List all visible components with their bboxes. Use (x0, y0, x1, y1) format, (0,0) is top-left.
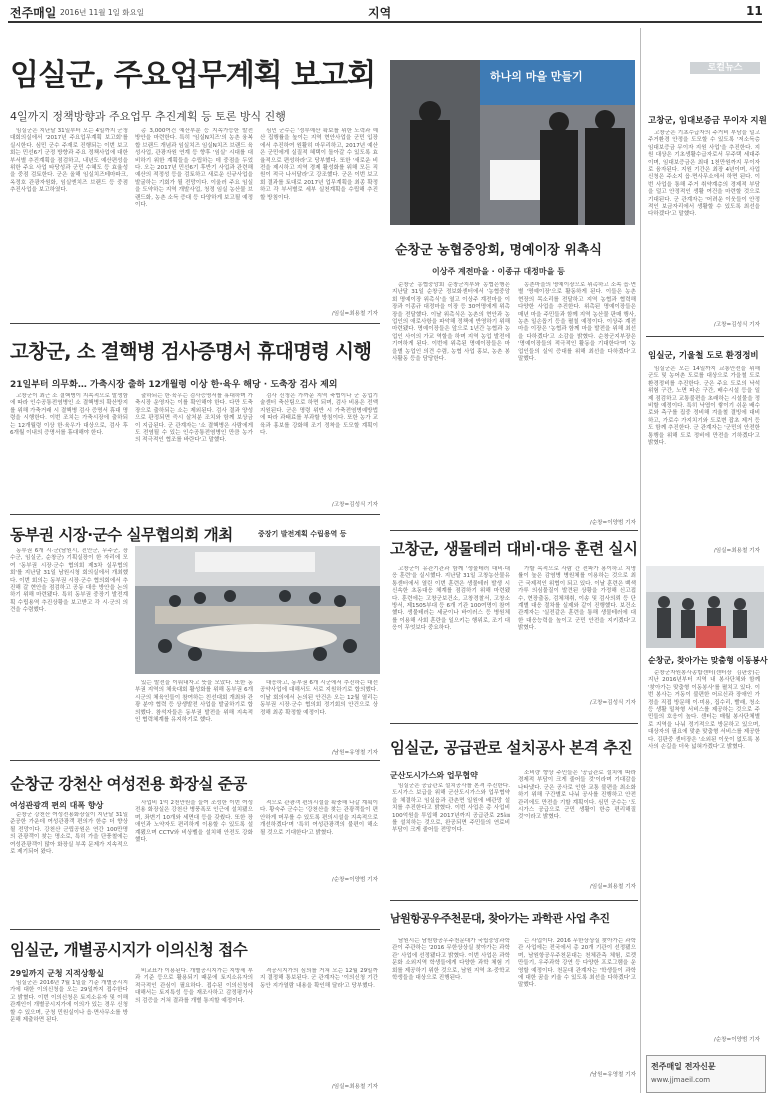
article-b4-headline: 남원항공우주천문대, 찾아가는 과학관 사업 추진 (390, 912, 610, 925)
meeting-photo-illustration (135, 546, 380, 674)
masthead-date: 2016년 11월 1일 화요일 (60, 8, 145, 17)
article-c1-body: 고창군은 기초수급자의 주거비 부담을 덜고 주거환경 안정을 도모할 수 있도록 '저소득층 임대보증금 무이자 지원 사업'을 추진한다. 지원 대상은 기초생활수급자로서 무주택 세대주이며, 임대보증금은 최대 1천만원까지 무이자로 융자된다. 지원 기간은 최장 4년이며, 사업 신청은 주소지 읍·면사무소에서 하면 된다. 이번 사업을 통해 주거 취약계층의 경제적 부담을 덜고 안정적인 생활 여건을 마련할 것으로 기대된다. 군 관계자는 '어려운 이웃들이 안정적인 보금자리에서 생활할 수 있도록 최선을 다하겠다'고 말했다. (648, 130, 760, 218)
article-a4-headline: 순창군 강천산 여성전용 화장실 준공 (10, 775, 247, 793)
article-b1-byline: /순창=이양범 기자 (589, 520, 636, 526)
article-a2-byline: /고창=김성식 기자 (331, 502, 378, 508)
divider (390, 900, 638, 901)
article-c2-headline: 임실군, 기울철 도로 환경정비 (648, 351, 759, 361)
banner-text: 하나의 마을 만들기 (490, 70, 583, 83)
divider (10, 760, 380, 761)
article-b1-col2: 농촌마을의 명예이장으로 위촉하고 소속 읍·면별 '명예이장'으로 활동하게 된다. 이들은 농촌 현장의 목소리를 전달하고 지역 농협과 협력해 다양한 사업을 추진한다. 위촉된 명예이장들은 매년 마을 주민들과 함께 지역 농산물 판매 행사, 농촌 일손돕기 등을 펼칠 예정이다. 이상주 계전마을 이장은 '농협과 함께 마을 발전을 위해 최선을 다하겠다'고 소감을 밝혔다. 순창군지부장은 '명예이장들의 적극적인 활동을 기대한다'며 '농업인들의 실익 증대를 위해 최선을 다하겠다'고 말했다. (518, 282, 636, 363)
sidebar-divider (640, 28, 641, 1093)
article-b3-headline: 임실군, 공급관로 설치공사 본격 추진 (390, 739, 633, 757)
masthead-paper: 전주매일 (10, 6, 57, 20)
divider (10, 514, 380, 515)
article-a5-col3: 격공시지가의 심의를 거쳐 오는 12월 29일까지 결정해 통보된다. 군 관계자는 '이의신청 기간 동안 지가열람 내용을 확인해 달라'고 당부했다. (260, 968, 378, 989)
article-a5-headline: 임실군, 개별공시지가 이의신청 접수 (10, 941, 248, 959)
article-a4-col2: 사업비 1억 2천만원을 들여 조성한 이번 여성전용 화장실은 강천산 병풍폭포 인근에 설치됐으며, 좌변기 10개와 세면대 등을 갖췄다. 또한 장애인과 노약자도 편리하게 이용할 수 있도록 설계됐으며 CCTV와 비상벨을 설치해 안전도 강화했다. (135, 800, 253, 844)
article-a1-col3: 심민 군수는 '정부예산 확보를 위한 노력과 예산 집행률을 높이는 지역 현안사업을 군민 입장에서 추진하여 원활히 마무리하고, 2017년 예산은 군민에게 실질적 혜택이 돌아갈 수 있도록 효율적으로 편성하라'고 당부했다. 또한 '새로운 비전을 제시하고 지역 경제 활성화를 위해 모든 직원이 적극 나서달라'고 강조했다. 군은 이번 보고회 결과를 토대로 2017년 업무계획을 최종 확정하고 각 부서별로 세부 실천계획을 수립해 추진할 방침이다. (260, 128, 378, 201)
article-a5-col1: 임실군은 2016년 7월 1일을 기준 개별공시지가에 대한 이의신청을 오는 29일까지 접수한다고 밝혔다. 이번 이의신청은 토지소유자 및 이해관계인이 개별공시지가에 이의가 있는 경우 신청할 수 있으며, 군청 민원실이나 읍·면사무소를 방문해 제출하면 된다. (10, 980, 128, 1024)
article-c3-photo-caption: 순창군, 찾아가는 맞춤형 이동봉사 (648, 656, 768, 665)
local-news-logo: 로컬뉴스 (690, 62, 760, 74)
article-c1-headline: 고창군, 임대보증금 무이자 지원 (648, 116, 767, 126)
volunteer-photo (646, 566, 764, 648)
article-a3-byline: /남원=유영철 기자 (331, 750, 378, 756)
article-a4-col3: 적으로 관광객 편의시설을 확충해 나갈 계획이다. 황숙주 군수는 '강천산을 찾는 관광객들이 편안하게 머무를 수 있도록 편의시설을 지속적으로 개선하겠다'며 '특히 여성관광객의 불편이 해소될 것으로 기대한다'고 밝혔다. (260, 800, 378, 836)
article-a3-kicker: 중장기 발전계획 수립용역 등 (258, 530, 347, 538)
article-a2-col2: 출하되는 한·육우는 검사증명서를 휴대하며 가축시장 운영자는 이를 확인해야 한다. 다만 도축장으로 출하되는 소는 제외된다. 검사 결과 양성으로 판정되면 즉시 살처분 조치와 함께 보상금이 지급된다. 군 관계자는 '소 결핵병은 사람에게도 전염될 수 있는 인수공통전염병인 만큼 농가의 적극적인 협조를 바란다'고 말했다. (135, 393, 253, 444)
ceremony-photo-illustration (390, 60, 635, 225)
masthead-rule (8, 21, 762, 23)
article-b3-subheadline: 군산도시가스와 업무협약 (390, 771, 478, 780)
divider (390, 530, 638, 531)
article-a2-subheadline: 21일부터 의무화… 가축시장 출하 12개월령 이상 한·육우 해당 · 도축장 검사 제외 (10, 380, 338, 390)
article-c1-byline: /고창=김성식 기자 (713, 322, 760, 328)
volunteer-photo-illustration (646, 566, 764, 648)
article-b4-col1: 남원시는 남원항공우주천문대가 국립중앙과학관이 주관하는 '2016 무한상상실 찾아가는 과학관' 사업에 선정됐다고 밝혔다. 이번 사업은 과학 문화 소외지역 학생들에게 다양한 과학 체험 기회를 제공하기 위한 것으로, 남원 지역 초·중학교 학생들을 대상으로 진행된다. (392, 938, 510, 982)
article-a2-col3: 검사 신청은 가까운 지역 축협이나 군 농업기술센터 축산팀으로 하면 되며, 검사 비용은 전액 지원된다. 군은 명령 위반 시 가축전염병예방법에 따라 과태료를 부과할 방침이다. 또한 농가 교육과 홍보를 강화해 조기 정착을 도모할 계획이다. (260, 393, 378, 437)
article-b1-photo-caption: 순창군 농협중앙회, 명예이장 위촉식 (395, 243, 602, 258)
article-a3-col3: 대응하고, 동부권 6개 시군에서 추진하는 대선 공약사업에 대해서도 서로 지원하기로 합의했다. 이날 회의에서 논의된 안건은 오는 12월 열리는 동부권 시장·군수 협의회 정기회의 안건으로 상정해 최종 확정할 예정이다. (260, 680, 378, 716)
article-c3-body: 순창군자원봉사종합센터(센터장 김판중)는 지난 2016년부터 지역 내 봉사단체와 함께 '찾아가는 맞춤형 이동봉사'를 펼치고 있다. 이번 봉사는 거동이 불편한 어르신과 장애인 가정을 직접 방문해 이·미용, 집수리, 빨래, 청소 등 생활 밀착형 서비스를 제공하는 것으로 주민들의 호응이 높다. 센터는 매월 봉사단체별로 지역을 나눠 정기적으로 방문하고 있으며, 대상자의 필요에 맞춘 맞춤형 서비스를 제공한다. 김판중 센터장은 '소외된 이웃이 없도록 봉사의 손길을 더욱 넓혀가겠다'고 밝혔다. (648, 670, 760, 751)
article-a1-byline: /임실=최용철 기자 (331, 311, 378, 317)
divider (646, 336, 764, 337)
article-a3-headline: 동부권 시장·군수 실무협의회 개최 (10, 526, 233, 544)
article-b3-col1: 임실군은 공급관로 설치공사를 본격 추진한다. 도시가스 보급을 위해 군산도시가스와 업무협약을 체결하고 임실읍과 관촌면 일원에 배관망 설치를 추진한다고 밝혔다. 이번 사업은 총 사업비 100억원을 투입해 2017년까지 공급관로 25㎞를 설치하는 것으로, 완공되면 주민들의 연료비 부담이 크게 줄어들 전망이다. (392, 783, 510, 834)
article-b2-col2: 가할 목적으로 사람 간 전파가 용이하고 치명률이 높은 감염병 병원체를 이용하는 것으로 최근 국제적인 위협이 되고 있다. 이날 훈련은 백색가루 의심물질이 발견된 상황을 가정해 신고접수, 현장출동, 검체채취, 이송 및 검사의뢰 등 단계별 대응 절차를 실제와 같이 진행했다. 보건소 관계자는 '실전같은 훈련을 통해 생물테러에 대한 대응능력을 높이고 군민 안전을 지키겠다'고 밝혔다. (518, 566, 636, 632)
e-paper-label: 전주매일 전자신문 (651, 1062, 716, 1071)
article-a5-col2: 비교표가 이용된다. 개별공시지가는 지방세 부과 기준 등으로 활용되기 때문에 토지소유자의 적극적인 관심이 필요하다. 접수된 이의신청에 대해서는 토지특성 등을 재조사하고 감정평가사의 검증을 거쳐 결과를 개별 통지할 예정이다. (135, 968, 253, 1004)
divider (390, 723, 638, 724)
article-c3-byline: /순창=이양범 기자 (713, 1037, 760, 1043)
masthead-page-number: 11 (746, 4, 763, 18)
article-b3-col2: 소비량 향상 주민들은 '공급관로 설치에 따라 경제적 부담이 크게 줄어들 것'이라며 기대감을 나타냈다. 군은 공사로 인한 교통 불편을 최소화하기 위해 구간별로 나눠 공사를 진행하고 안전관리에도 만전을 기할 계획이다. 심민 군수는 '도시가스 공급으로 군민 생활이 한층 편리해질 것'이라고 밝혔다. (518, 770, 636, 821)
article-b1-col1: 순창군 농협중앙회 순창군지부와 농협은행은 지난달 31일 순창군 정보화센터에서 '농협중앙회 명예이장 위촉식'을 열고 이상주 계전마을 이장과 이종규 대정마을 이장 등 30여명에게 위촉장을 전달했다. 이날 위촉식은 농촌의 현안과 농업인의 애로사항을 파악해 정책에 반영하기 위해 마련됐다. 명예이장들은 앞으로 1년간 농협과 농업인 사이의 가교 역할을 하며 지역 농업 발전에 기여하게 된다. 이번에 위촉된 명예이장들은 마을별 농업인 의견 수렴, 농협 사업 홍보, 농촌 봉사활동 등을 담당한다. (392, 282, 510, 363)
article-a3-col1: 동부권 6개 시·군(남원시, 진안군, 무주군, 장수군, 임실군, 순창군) 기획실장이 한 자리에 모여 '동부권 시장·군수 협의회 제3차 실무협의회'를 지난달 31일 남원시청 회의실에서 개최했다. 이번 회의는 동부권 시장·군수 협의회에서 추진해 갈 현안을 점검하고 공동 대응 방안을 논의하기 위해 마련됐다. 특히 동부권 중장기 발전계획 수립용역 추진상황을 보고받고 각 시·군의 의견을 수렴했다. (10, 548, 128, 614)
article-b2-col1: 고창군이 유관기관과 함께 '생물테러 대비·대응 훈련'을 실시했다. 지난달 31일 고창농산물유통센터에서 열린 이번 훈련은 생물테러 발생 시 신속한 초동대응 체계를 점검하기 위해 마련됐다. 훈련에는 고창군보건소, 고창경찰서, 고창소방서, 제1505부대 등 6개 기관 100여명이 참여했다. 생물테러는 세균이나 바이러스 등 병원체를 이용해 사회 혼란을 일으키는 행위로, 조기 대응이 무엇보다 중요하다. (392, 566, 510, 632)
e-paper-url[interactable]: www.jjmaeil.com (651, 1076, 711, 1084)
article-b4-byline: /남원=유영철 기자 (589, 1072, 636, 1078)
article-b2-headline: 고창군, 생물테러 대비·대응 훈련 실시 (390, 540, 638, 558)
article-a4-col1: 순창군 강천산 여성전용화장실이 지난달 31일 준공한 가운데 여성관광객 편의가 한층 더 향상될 전망이다. 강천산 군립공원은 연간 100만명의 관광객이 찾는 명소로, 특히 가을 단풍철에는 여성관광객이 많아 화장실 부족 문제가 지속적으로 제기되어 왔다. (10, 812, 128, 856)
meeting-photo (135, 546, 380, 674)
article-a1-headline: 임실군, 주요업무계획 보고회 (10, 58, 376, 93)
article-a3-col2: 있는 발전을 이뤄내자고 뜻을 모았다. 또한 동부권 지역의 체육대회 활성화를 위해 동부권 6개 시군의 체육인들이 참여하는 친선대회 개최와 관광 분야 협력 등 상생발전 사업을 발굴하기로 합의했다. 참석자들은 동부권 발전을 위해 지속적인 협력체계를 유지하기로 했다. (135, 680, 253, 724)
article-b1-subheadline: 이상주 계전마을 · 이종규 대정마을 등 (432, 267, 565, 276)
article-a5-byline: /임실=최용철 기자 (331, 1084, 378, 1090)
divider (10, 323, 380, 324)
article-b2-byline: /고창=김성식 기자 (589, 700, 636, 706)
e-paper-box[interactable] (646, 1055, 766, 1093)
ceremony-photo (390, 60, 635, 225)
article-a2-col1: 고창군이 최근 소 결핵병이 지속적으로 발생함에 따라 인수공통전염병인 소 결핵병의 확산방지를 위해 가축거래 시 결핵병 검사 증명서 휴대 명령을 시행한다. 이번 조치는 가축시장에 출하되는 12개월령 이상 한·육우가 대상으로, 검사 후 6개월 이내의 증명서를 휴대해야 한다. (10, 393, 128, 437)
article-a4-byline: /순창=이양범 기자 (331, 877, 378, 883)
article-a2-headline: 고창군, 소 결핵병 검사증명서 휴대명령 시행 (10, 340, 372, 363)
divider (10, 929, 380, 930)
article-a1-subheadline: 4일까지 정책방향과 주요업무 추진계획 등 토론 방식 진행 (10, 110, 286, 123)
article-a1-col1: 임실군은 지난달 31일부터 오는 4일까지 군청 대회의실에서 '2017년 주요업무계획 보고회'를 실시한다. 심민 군수 주재로 진행되는 이번 보고회는 민선6기 군정 방향과 주요 정책사업에 대한 부서별 추진계획을 점검하고, 내년도 예산편성을 위한 주요 사업 타당성과 군민 수혜도 등 효율성을 중점 검토한다. 군은 올해 임실치즈테마파크, 옥정호 관광자원화, 임실엔치즈 브랜드 등 중점 추진사업을 보고하였다. (10, 128, 128, 194)
article-c2-byline: /임실=최용철 기자 (713, 548, 760, 554)
masthead-section: 지역 (368, 6, 392, 20)
article-c2-body: 임실군은 오는 14일까지 교통안전을 위해 군도 및 농어촌 도로를 대상으로 가을철 도로 환경정비를 추진한다. 군은 주요 도로의 낙석 위험 구간, 노면 파손 구간, 배수시설 등을 일제 점검하고 교통불편을 초래하는 시설물을 정비할 예정이다. 특히 낙엽이 쌓이기 쉬운 배수로와 측구를 집중 정비해 겨울철 결빙에 대비하고, 가로수 가지치기와 도로변 잡초 제거 등도 함께 추진한다. 군 관계자는 '군민의 안전한 통행을 위해 도로 정비에 만전을 기하겠다'고 밝혔다. (648, 366, 760, 447)
article-a5-subheadline: 29일까지 군청 지적상황실 (10, 969, 104, 978)
article-b3-byline: /임실=최용철 기자 (589, 884, 636, 890)
article-a4-subheadline: 여성관광객 편의 대폭 향상 (10, 801, 104, 810)
article-b4-col2: 는 사업이다. 2016 무한상상실 찾아가는 과학관 사업에는 전국에서 총 20개 기관이 선정됐으며, 남원항공우주천문대는 천체관측 체험, 로켓 만들기, 우주과학 강연 등 다양한 프로그램을 운영할 예정이다. 천문대 관계자는 '학생들이 과학에 대한 꿈을 키울 수 있도록 최선을 다하겠다'고 말했다. (518, 938, 636, 989)
article-a1-col2: 총 3,000여건 예산부분 등 지속가능한 발전 방안을 마련한다. 특히 '임실N치즈'의 농촌 융복합 브랜드 개념과 임실치즈 임실N치즈 브랜드 육성사업, 관광자원 연계 등 향후 '임실' 시대를 대비하기 위한 계획들을 수립하는 데 중점을 두었다. 오는 2017년 민선6기 후반기 사업과 관련해 예산의 적정성 등을 검토하고 새로운 신규사업을 발굴하는 기회가 될 전망이다. 이울러 주요 임실을 도약하는 지역 개발사업, 청정 임실 농산물 브랜드화, 농촌 소득 증대 등 다양하게 보고될 예정이다. (135, 128, 253, 209)
